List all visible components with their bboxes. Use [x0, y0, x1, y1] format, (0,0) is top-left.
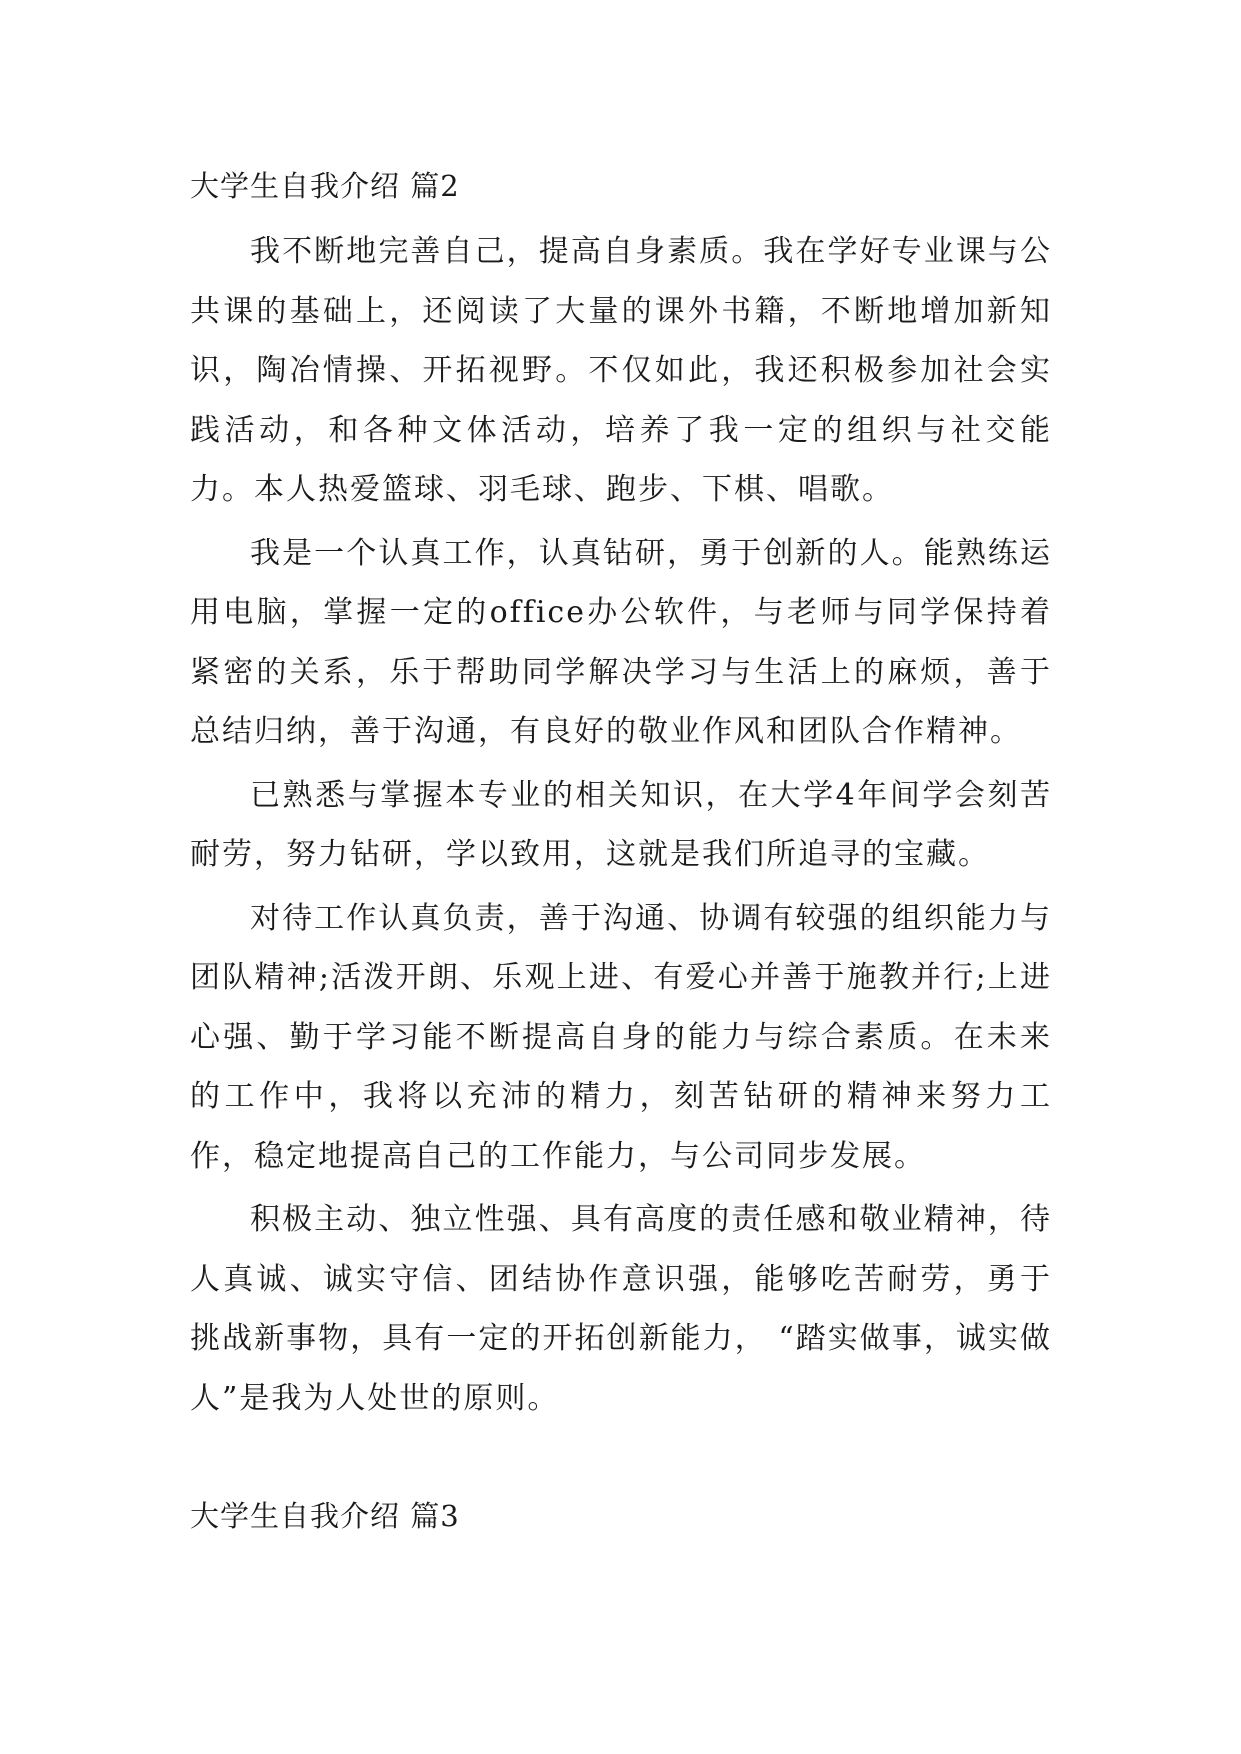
paragraph-professional-knowledge: 已熟悉与掌握本专业的相关知识，在大学4年间学会刻苦耐劳，努力钻研，学以致用，这就是我们所追寻的宝藏。: [190, 777, 1052, 872]
paragraph-principles: 积极主动、独立性强、具有高度的责任感和敬业精神，待人真诚、诚实守信、团结协作意识强，能够吃苦耐劳，勇于挑战新事物，具有一定的开拓创新能力， “踏实做事，诚实做人”是我为人处世的原则。: [190, 1202, 1052, 1416]
section-heading-3: 大学生自我介绍 篇3: [190, 1499, 460, 1533]
paragraph-self-improvement: 我不断地完善自己，提高自身素质。我在学好专业课与公共课的基础上，还阅读了大量的课外书籍，不断地增加新知识，陶冶情操、开拓视野。不仅如此，我还积极参加社会实践活动，和各种文体活动，培养了我一定的组织与社交能力。本人热爱篮球、羽毛球、跑步、下棋、唱歌。: [190, 234, 1052, 507]
section-heading-2: 大学生自我介绍 篇2: [190, 169, 460, 203]
section-body: [190, 222, 1052, 1432]
paragraph-work-attitude: 我是一个认真工作，认真钻研，勇于创新的人。能熟练运用电脑，掌握一定的office办公软件，与老师与同学保持着紧密的关系，乐于帮助同学解决学习与生活上的麻烦，善于总结归纳，善于沟通，有良好的敬业作风和团队合作精神。: [190, 535, 1052, 749]
paragraph-responsibility: 对待工作认真负责，善于沟通、协调有较强的组织能力与团队精神;活泼开朗、乐观上进、有爱心并善于施教并行;上进心强、勤于学习能不断提高自身的能力与综合素质。在未来的工作中，我将以充沛的精力，刻苦钻研的精神来努力工作，稳定地提高自己的工作能力，与公司同步发展。: [190, 900, 1052, 1174]
